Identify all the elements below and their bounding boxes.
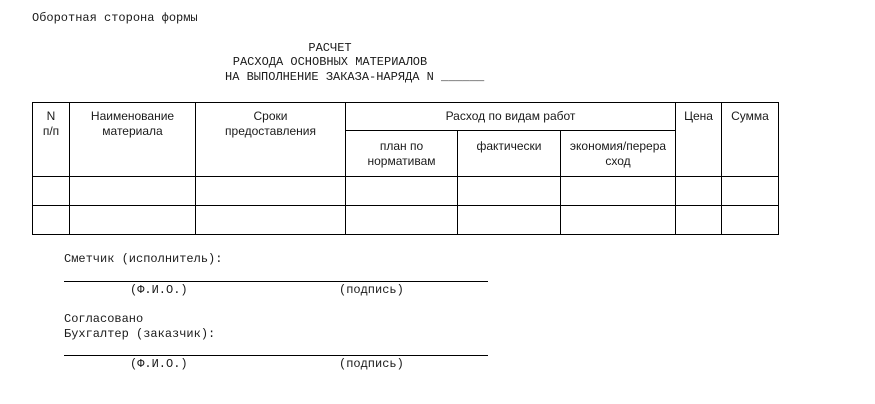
column-header-sum: Сумма [722, 103, 779, 177]
back-side-note: Оборотная сторона формы [32, 11, 198, 25]
accountant-label: Бухгалтер (заказчик): [64, 327, 216, 341]
table-cell[interactable] [346, 177, 458, 206]
table-cell[interactable] [458, 177, 561, 206]
table-cell[interactable] [196, 206, 346, 235]
form-subtitle: РАСХОДА ОСНОВНЫХ МАТЕРИАЛОВ [232, 55, 428, 69]
accountant-fio-caption: (Ф.И.О.) [130, 357, 188, 371]
table-cell[interactable] [722, 206, 779, 235]
estimator-fio-caption: (Ф.И.О.) [130, 283, 188, 297]
form-title: РАСЧЕТ [308, 41, 352, 55]
column-header-usage: Расход по видам работ [346, 103, 676, 131]
accountant-sign-caption: (подпись) [339, 357, 404, 371]
column-header-number: N п/п [33, 103, 70, 177]
table-row [33, 206, 779, 235]
table-cell[interactable] [70, 206, 196, 235]
table-cell[interactable] [346, 206, 458, 235]
table-cell[interactable] [33, 206, 70, 235]
column-header-terms: Сроки предоставления [196, 103, 346, 177]
table-cell[interactable] [722, 177, 779, 206]
table-cell[interactable] [196, 177, 346, 206]
table-cell[interactable] [561, 177, 676, 206]
subheader-actual: фактически [458, 131, 561, 177]
estimator-sign-caption: (подпись) [339, 283, 404, 297]
subheader-saving: экономия/перера сход [561, 131, 676, 177]
table-cell[interactable] [561, 206, 676, 235]
materials-table [32, 102, 779, 235]
order-number-line: НА ВЫПОЛНЕНИЕ ЗАКАЗА-НАРЯДА N ______ [225, 70, 485, 84]
table-cell[interactable] [70, 177, 196, 206]
table-cell[interactable] [676, 206, 722, 235]
accountant-signature-line[interactable] [64, 355, 488, 356]
column-header-material: Наименование материала [70, 103, 196, 177]
table-row [33, 177, 779, 206]
agreed-label: Согласовано [64, 312, 144, 326]
column-header-price: Цена [676, 103, 722, 177]
table-cell[interactable] [33, 177, 70, 206]
table-cell[interactable] [676, 177, 722, 206]
estimator-signature-line[interactable] [64, 281, 488, 282]
table-cell[interactable] [458, 206, 561, 235]
subheader-plan: план по нормативам [346, 131, 458, 177]
estimator-label: Сметчик (исполнитель): [64, 252, 223, 266]
